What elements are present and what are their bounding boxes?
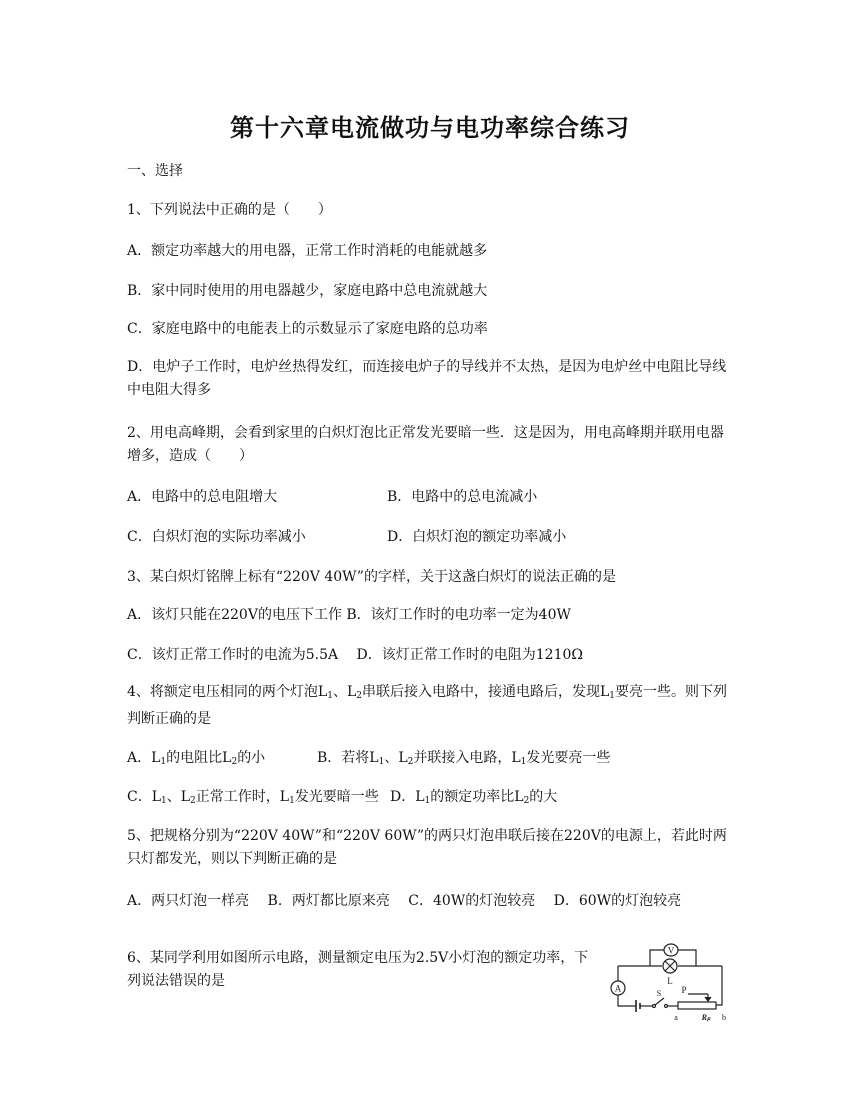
q6-stem: 6、某同学利用如图所示电路，测量额定电压为2.5V小灯泡的额定功率，下列说法错误的是 [127, 950, 589, 989]
section-heading: 一、选择 [127, 163, 183, 179]
q4-stem: 4、将额定电压相同的两个灯泡$L_1$、$L_2$串联后接入电路中，接通电路后，发现$L_1$要亮一些。则下列判断正确的是 [127, 684, 728, 727]
q2-stem: 2、用电高峰期，会看到家里的白炽灯泡比正常发光要暗一些．这是因为，用电高峰期并联用电器增多，造成（ ） [127, 425, 724, 464]
q3-options-ab: A．该灯只能在220V的电压下工作 B．该灯工作时的电功率一定为40W [127, 607, 571, 623]
voltmeter-label: V [667, 945, 675, 956]
q4-option-b: B．若将$L_1$、$L_2$并联接入电路，$L_1$发光要亮一些 [317, 750, 611, 767]
q5-options: A．两只灯泡一样亮 B．两灯都比原来亮 C．40W的灯泡较亮 D．60W的灯泡较亮 [127, 893, 682, 909]
ammeter-label: A [614, 983, 622, 994]
q4-option-a: A．$L_1$的电阻比$L_2$的小 [127, 750, 266, 767]
q4-option-c: C．$L_1$、$L_2$正常工作时，$L_1$发光要暗一些 [127, 789, 379, 806]
q3-options-cd: C．该灯正常工作时的电流为5.5A D．该灯正常工作时的电阻为1210Ω [127, 647, 583, 663]
circuit-wire-rheostat-end [716, 1002, 722, 1005]
switch-contact-right [665, 1005, 668, 1008]
switch-lever [655, 998, 664, 1005]
rheostat-label: Rₚ [701, 1013, 711, 1022]
q2-option-b: B．电路中的总电流减小 [387, 489, 538, 505]
slider-label: P [681, 985, 687, 995]
rheostat-slider-arrow [705, 997, 711, 1001]
page-title: 第十六章电流做功与电功率综合练习 [230, 114, 630, 142]
q1-stem: 1、下列说法中正确的是（ ） [127, 202, 332, 218]
q2-option-a: A．电路中的总电阻增大 [127, 489, 278, 505]
end-b-label: b [722, 1013, 726, 1022]
q1-option-a: A．额定功率越大的用电器，正常工作时消耗的电能就越多 [127, 243, 488, 259]
battery-symbol [636, 1000, 640, 1012]
end-a-label: a [674, 1013, 678, 1022]
q2-option-d: D．白炽灯泡的额定功率减小 [387, 529, 567, 545]
switch-label: S [656, 989, 662, 998]
q1-option-d: D．电炉子工作时，电炉丝热得发红，而连接电炉子的导线并不太热，是因为电炉丝中电阻比导线中电阻大得多 [127, 359, 727, 398]
q4-option-d: D．$L_1$的额定功率比$L_2$的大 [390, 789, 558, 806]
q1-option-c: C．家庭电路中的电能表上的示数显示了家庭电路的总功率 [127, 321, 488, 337]
q3-stem: 3、某白炽灯铭牌上标有“220V 40W”的字样，关于这盏白炽灯的说法正确的是 [127, 569, 616, 585]
q5-stem: 5、把规格分别为“220V 40W”和“220V 60W”的两只灯泡串联后接在220V的电源上，若此时两只灯都发光，则以下判断正确的是 [127, 828, 727, 867]
q2-option-c: C．白炽灯泡的实际功率减小 [127, 529, 306, 545]
lamp-label: L [667, 976, 673, 986]
circuit-diagram [604, 936, 734, 1028]
q1-option-b: B．家中同时使用的用电器越少，家庭电路中总电流就越大 [127, 283, 488, 299]
lamp-cross [665, 961, 675, 971]
rheostat-symbol [678, 1002, 716, 1009]
